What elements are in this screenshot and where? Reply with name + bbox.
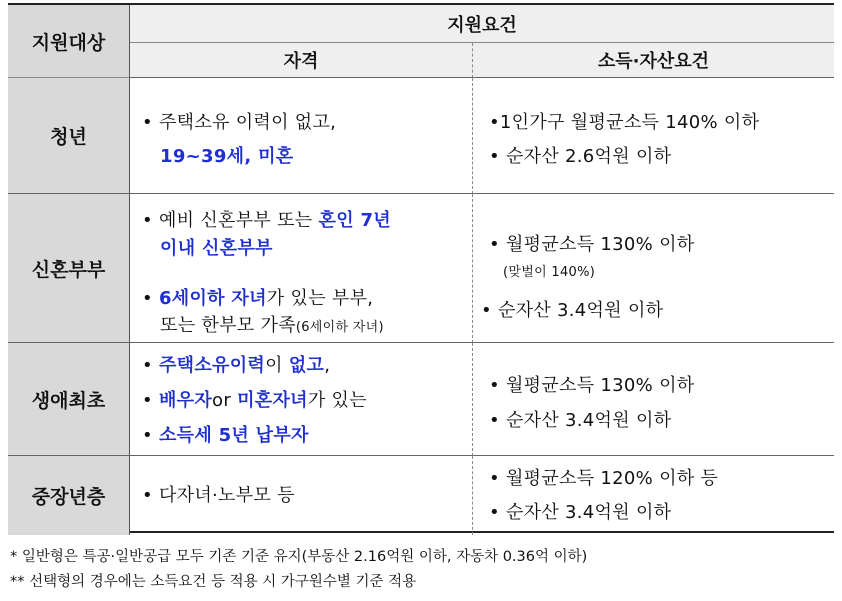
qualification-first-time-line1-highlight2: 없고 — [288, 355, 325, 376]
qualification-youth-line1: • 주택소유 이력이 없고, — [142, 112, 337, 133]
qualification-newlyweds-line4 — [160, 311, 384, 337]
income-youth-line2: • 순자산 2.6억원 이하 — [489, 146, 672, 167]
qualification-first-time-line1 — [142, 351, 330, 377]
qualification-first-time-line3-bullet: • — [142, 425, 159, 446]
qualification-first-time-line2-text1: or — [212, 390, 238, 411]
qualification-newlyweds-line1-highlight: 혼인 7년 — [318, 210, 391, 231]
income-middle-aged-line1: • 월평균소득 120% 이하 등 — [489, 468, 719, 489]
qualification-newlyweds-line3-text: 가 있는 부부, — [266, 288, 374, 309]
qualification-first-time — [130, 343, 473, 456]
footnote-general-type: * 일반형은 특공·일반공급 모두 기존 기준 유지(부동산 2.16억원 이하, 자동차 0.36억 이하) — [10, 549, 588, 565]
income-middle-aged-line2: • 순자산 3.4억원 이하 — [489, 502, 672, 523]
header-target-text: 지원대상 — [31, 31, 106, 54]
qualification-newlyweds-line4-text: 또는 한부모 가족 — [160, 315, 296, 336]
income-newlyweds-line1: • 월평균소득 130% 이하 — [489, 234, 695, 255]
row-label-first-time — [8, 343, 130, 456]
qualification-first-time-line1-text2: , — [324, 355, 331, 376]
row-label-middle-aged — [8, 456, 130, 535]
header-income-assets-text: 소득·자산요건 — [597, 51, 710, 72]
income-first-time — [473, 343, 834, 456]
qualification-middle-aged-line1: • 다자녀·노부모 등 — [142, 485, 295, 506]
row-label-youth — [8, 78, 130, 194]
income-middle-aged — [473, 456, 834, 535]
income-newlyweds — [473, 194, 834, 343]
qualification-newlyweds-line2: 이내 신혼부부 — [160, 238, 273, 259]
header-qualification — [130, 43, 473, 78]
row-label-newlyweds-text: 신혼부부 — [31, 258, 106, 281]
row-label-middle-aged-text: 중장년층 — [31, 486, 106, 508]
income-youth — [473, 78, 834, 194]
header-income-assets — [473, 43, 834, 78]
qualification-first-time-line1-text1: 이 — [265, 355, 289, 376]
header-requirements — [130, 5, 834, 43]
qualification-first-time-line2-bullet: • — [142, 390, 159, 411]
qualification-first-time-line2-highlight2: 미혼자녀 — [237, 390, 308, 411]
row-label-newlyweds — [8, 194, 130, 343]
header-requirements-text: 지원요건 — [447, 14, 517, 36]
header-target — [8, 5, 130, 78]
qualification-newlyweds-line1-text: • 예비 신혼부부 또는 — [142, 210, 319, 231]
qualification-newlyweds-line1 — [142, 206, 391, 232]
footnote-selective-type: ** 선택형의 경우에는 소득요건 등 적용 시 가구원수별 기준 적용 — [10, 574, 417, 590]
income-first-time-line1: • 월평균소득 130% 이하 — [489, 375, 695, 396]
qualification-middle-aged — [130, 456, 473, 535]
qualification-first-time-line1-highlight1: 주택소유이력 — [158, 355, 266, 376]
qualification-youth-line2: 19~39세, 미혼 — [160, 146, 294, 167]
income-newlyweds-line3: • 순자산 3.4억원 이하 — [481, 300, 664, 321]
qualification-first-time-line2-highlight1: 배우자 — [158, 390, 213, 411]
row-label-first-time-text: 생애최초 — [31, 389, 106, 412]
qualification-newlyweds — [130, 194, 473, 343]
qualification-newlyweds-line3-bullet: • — [142, 288, 159, 309]
qualification-first-time-line2 — [142, 386, 367, 412]
support-requirements-table — [8, 3, 834, 533]
income-newlyweds-line2: (맞벌이 140%) — [503, 265, 596, 280]
header-qualification-text: 자격 — [283, 51, 319, 72]
qualification-first-time-line2-text2: 가 있는 — [307, 390, 367, 411]
income-youth-line1: •1인가구 월평균소득 140% 이하 — [489, 112, 760, 133]
qualification-first-time-line1-bullet: • — [142, 355, 159, 376]
qualification-newlyweds-line3-highlight: 6세이하 자녀 — [158, 288, 267, 309]
income-first-time-line2: • 순자산 3.4억원 이하 — [489, 410, 672, 431]
qualification-newlyweds-line4-note: (6세이하 자녀) — [295, 320, 384, 335]
qualification-first-time-line3 — [142, 421, 309, 447]
qualification-youth — [130, 78, 473, 194]
qualification-first-time-line3-highlight: 소득세 5년 납부자 — [158, 425, 309, 446]
row-label-youth-text: 청년 — [50, 126, 87, 148]
qualification-newlyweds-line3 — [142, 284, 373, 310]
